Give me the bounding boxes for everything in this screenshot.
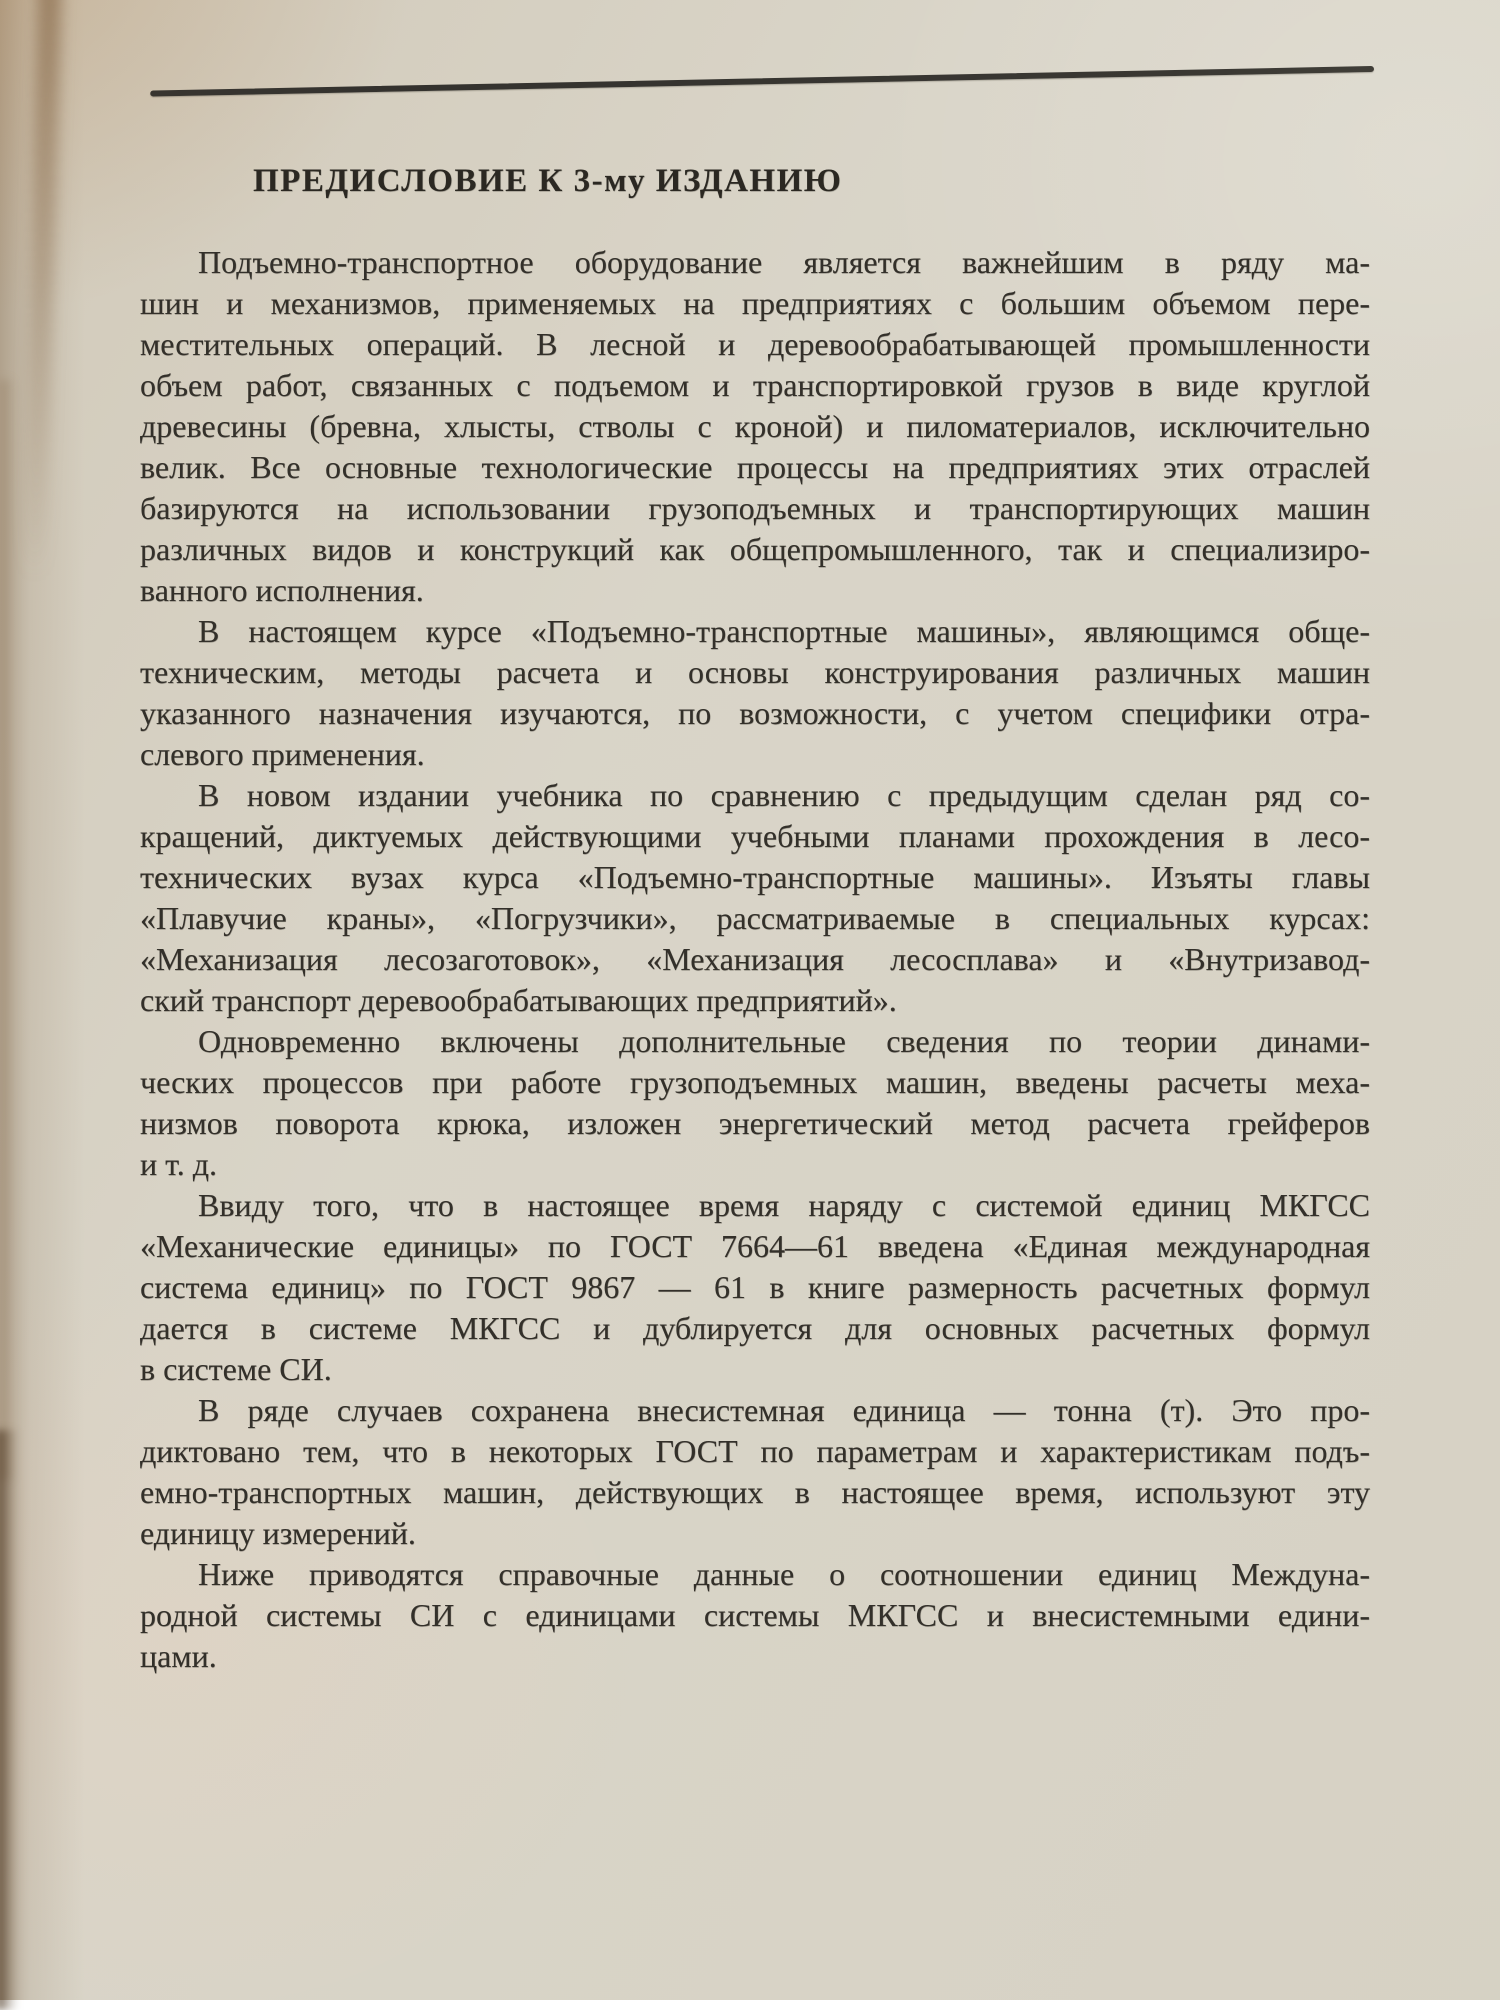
text-line: техническим, методы расчета и основы конструирования различных машин (140, 654, 1370, 690)
text-line: местительных операций. В лесной и деревообрабатывающей промышленности (140, 326, 1370, 362)
paragraph (140, 1185, 1370, 1390)
text-line: В новом издании учебника по сравнению с предыдущим сделан ряд со- (198, 777, 1370, 813)
text-line: ческих процессов при работе грузоподъемных машин, введены расчеты меха- (140, 1064, 1370, 1100)
text-line: система единиц» по ГОСТ 9867 — 61 в книге размерность расчетных формул (140, 1269, 1370, 1305)
text-line: «Механизация лесозаготовок», «Механизация лесосплава» и «Внутризавод- (140, 941, 1370, 977)
text-line: различных видов и конструкций как общепромышленного, так и специализиро- (140, 531, 1370, 567)
text-line: В настоящем курсе «Подъемно-транспортные машины», являющимся обще- (198, 613, 1370, 649)
book-edge-shadow (0, 1430, 18, 2010)
text-line: велик. Все основные технологические процессы на предприятиях этих отраслей (140, 449, 1370, 485)
text-line: древесины (бревна, хлысты, стволы с кроной) и пиломатериалов, исключительно (140, 408, 1370, 444)
text-line: ванного исполнения. (140, 572, 424, 608)
text-line: дается в системе МКГСС и дублируется для основных расчетных формул (140, 1310, 1370, 1346)
text-line: кращений, диктуемых действующими учебными планами прохождения в лесо- (140, 818, 1370, 854)
text-line: единицу измерений. (140, 1515, 416, 1551)
text-line: объем работ, связанных с подъемом и транспортировкой грузов в виде круглой (140, 367, 1370, 403)
text-line: емно-транспортных машин, действующих в настоящее время, используют эту (140, 1474, 1370, 1510)
paragraph (140, 1021, 1370, 1185)
text-line: диктовано тем, что в некоторых ГОСТ по параметрам и характеристикам подъ- (140, 1433, 1370, 1469)
text-line: цами. (140, 1638, 217, 1674)
text-line: «Механические единицы» по ГОСТ 7664—61 введена «Единая международная (140, 1228, 1370, 1264)
text-line: слевого применения. (140, 736, 425, 772)
preface-text (140, 242, 1370, 1677)
text-line: базируются на использовании грузоподъемных и транспортирующих машин (140, 490, 1370, 526)
text-line: указанного назначения изучаются, по возможности, с учетом специфики отра- (140, 695, 1370, 731)
paragraph (140, 242, 1370, 611)
text-line: Ниже приводятся справочные данные о соотношении единиц Междуна- (198, 1556, 1370, 1592)
text-line: родной системы СИ с единицами системы МКГСС и внесистемными едини- (140, 1597, 1370, 1633)
text-line: Ввиду того, что в настоящее время наряду с системой единиц МКГСС (198, 1187, 1370, 1223)
paragraph (140, 1554, 1370, 1677)
text-line: и т. д. (140, 1146, 217, 1182)
page-fold-crease (22, 0, 62, 580)
text-line: В ряде случаев сохранена внесистемная единица — тонна (т). Это про- (198, 1392, 1370, 1428)
text-line: Подъемно-транспортное оборудование является важнейшим в ряду ма- (198, 244, 1370, 280)
text-line: в системе СИ. (140, 1351, 332, 1387)
top-rule (150, 66, 1374, 97)
text-line: «Плавучие краны», «Погрузчики», рассматриваемые в специальных курсах: (140, 900, 1370, 936)
paragraph (140, 1390, 1370, 1554)
paragraph (140, 775, 1370, 1021)
paragraph (140, 611, 1370, 775)
text-line: шин и механизмов, применяемых на предприятиях с большим объемом пере- (140, 285, 1370, 321)
page-left-edge-shadow (0, 380, 14, 1480)
text-line: ский транспорт деревообрабатывающих предприятий». (140, 982, 897, 1018)
text-line: Одновременно включены дополнительные сведения по теории динами- (198, 1023, 1370, 1059)
text-line: низмов поворота крюка, изложен энергетический метод расчета грейферов (140, 1105, 1370, 1141)
page-title: ПРЕДИСЛОВИЕ К 3-му ИЗДАНИЮ (253, 163, 843, 199)
text-line: технических вузах курса «Подъемно-транспортные машины». Изъяты главы (140, 859, 1370, 895)
